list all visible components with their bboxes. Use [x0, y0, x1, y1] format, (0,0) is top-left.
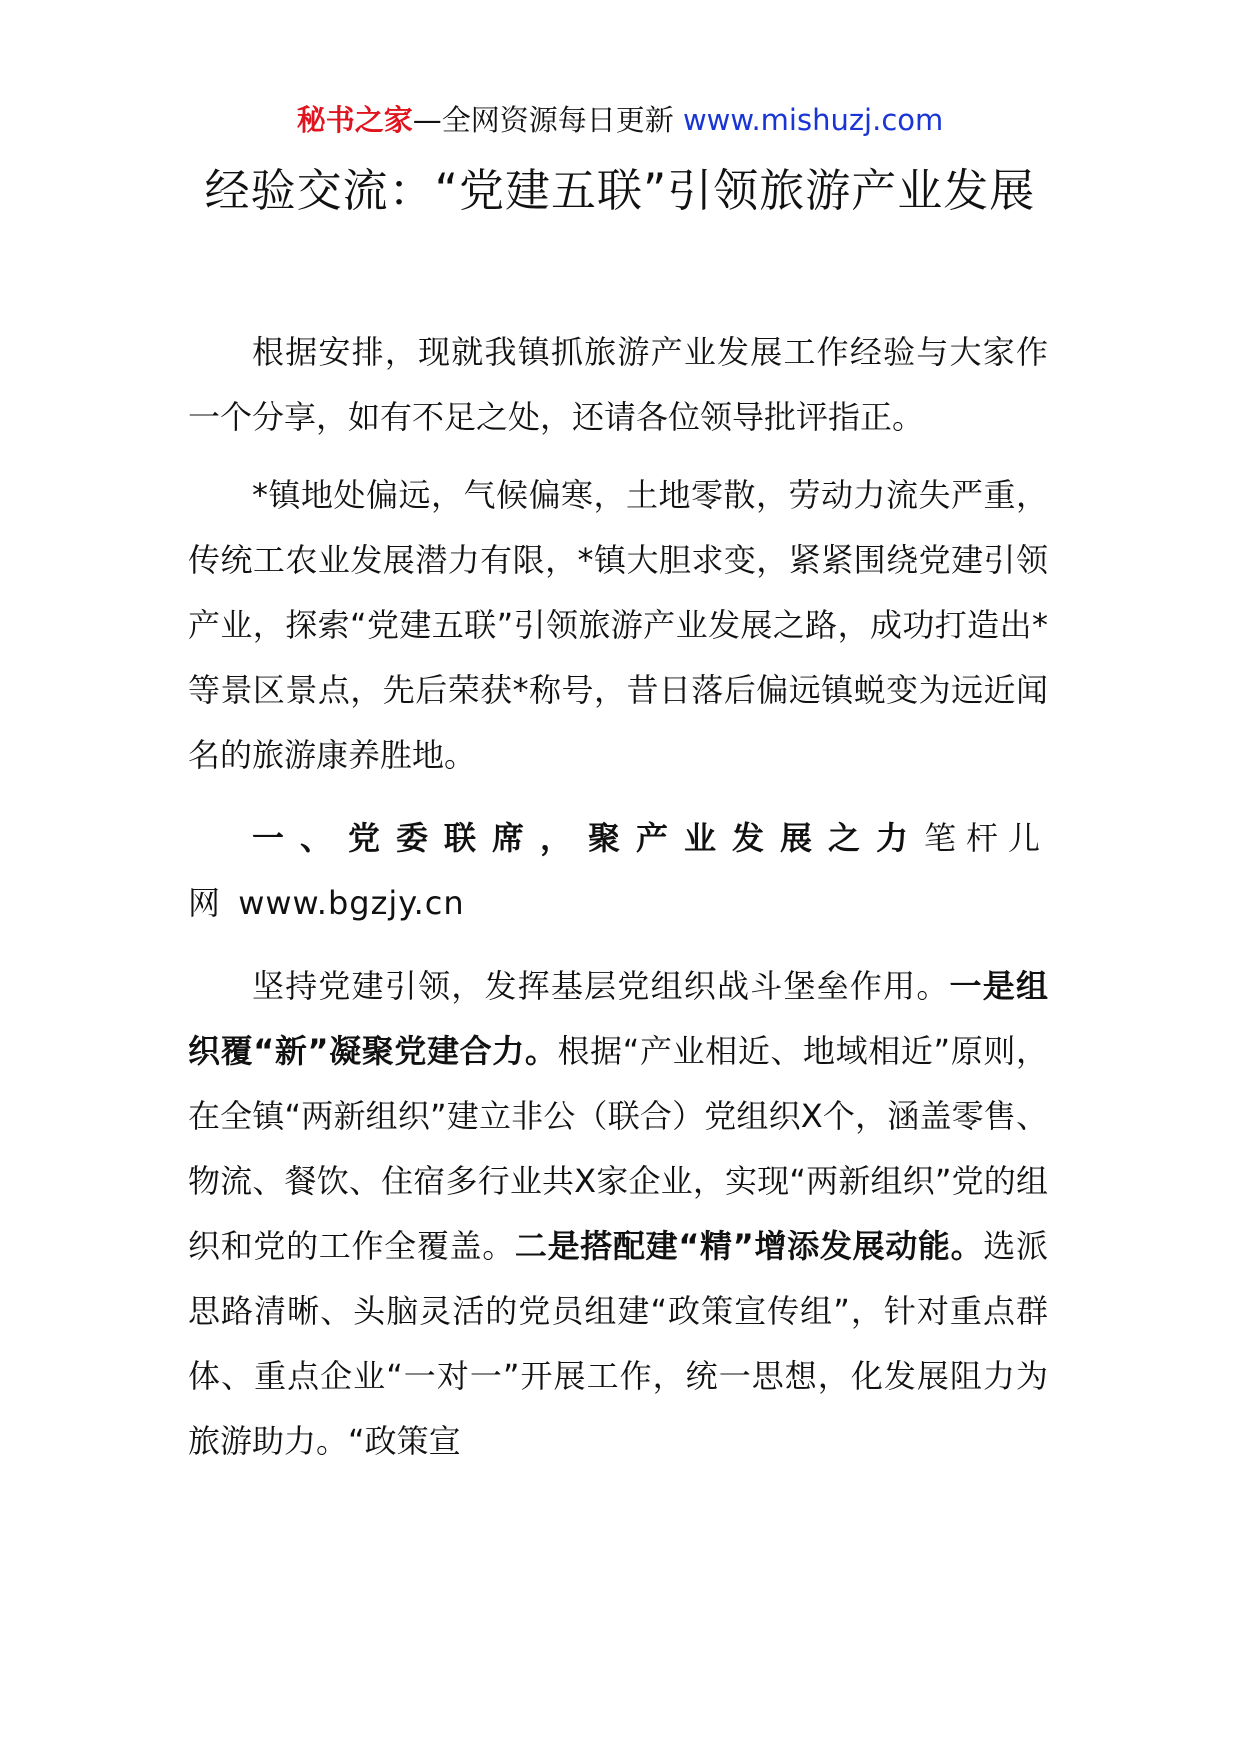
point-1-title: 一是组织覆“新”凝聚党建合力。: [188, 967, 1048, 1070]
intro-paragraph: 根据安排，现就我镇抓旅游产业发展工作经验与大家作一个分享，如有不足之处，还请各位领导批评指正。: [188, 333, 1048, 436]
site-brand: 秘书之家: [296, 103, 413, 137]
section-heading-extra: 笔杆儿网: [188, 819, 1048, 922]
section-intro: 坚持党建引领，发挥基层党组织战斗堡垒作用。: [252, 967, 950, 1005]
section-paragraph: [188, 954, 1048, 1474]
section-heading: [188, 806, 1048, 936]
background-paragraph: *镇地处偏远，气候偏寒，土地零散，劳动力流失严重，传统工农业发展潜力有限，*镇大胆求变，紧紧围绕党建引领产业，探索“党建五联”引领旅游产业发展之路，成功打造出*等景区景点，先后荣获*称号，昔日落后偏远镇蜕变为远近闻名的旅游康养胜地。: [188, 476, 1048, 774]
site-url-link[interactable]: www.mishuzj.com: [682, 103, 944, 137]
site-tagline: —全网资源每日更新: [412, 103, 683, 137]
document-body: [188, 320, 1048, 1487]
section-heading-title: 一、党委联席，聚产业发展之力: [252, 819, 924, 857]
document-title: 经验交流：“党建五联”引领旅游产业发展: [204, 164, 1036, 217]
point-2-title: 二是搭配建“精”增添发展动能。: [514, 1227, 984, 1265]
site-header: [0, 100, 1240, 140]
point-1-text: 根据“产业相近、地域相近”原则，在全镇“两新组织”建立非公（联合）党组织X个，涵盖零售、物流、餐饮、住宿多行业共X家企业，实现“两新组织”党的组织和党的工作全覆盖。: [188, 1032, 1048, 1265]
section-heading-url: www.bgzjy.cn: [238, 884, 465, 922]
point-2-text: 选派思路清晰、头脑灵活的党员组建“政策宣传组”，针对重点群体、重点企业“一对一”开展工作，统一思想，化发展阻力为旅游助力。“政策宣: [188, 1227, 1048, 1460]
